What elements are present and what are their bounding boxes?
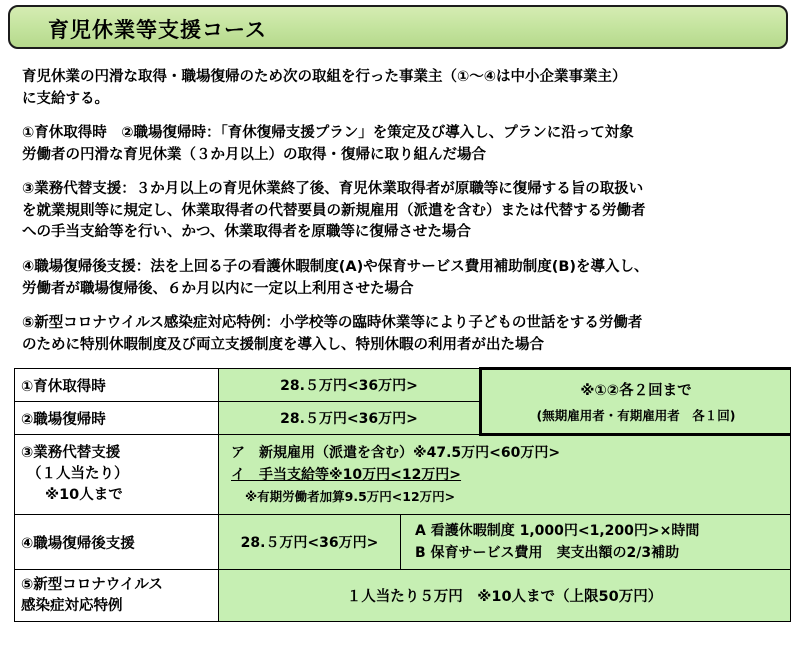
para4-line-1: ④職場復帰後支援：法を上回る子の看護休暇制度(A)や保育サービス費用補助制度(B)を導入し、 <box>22 259 649 275</box>
row3-label-line-2: （１人当たり） <box>27 466 129 482</box>
row3-label-line-1: ③業務代替支援 <box>21 445 121 461</box>
rows12-note-main: ※①②各２回まで <box>580 383 692 399</box>
row3-line-fixed-term-bonus: ※有期労働者加算9.5万円<12万円> <box>245 489 456 504</box>
row4-line-childcare-cost: B 保育サービス費用 実支出額の2/3補助 <box>415 545 680 561</box>
intro-line-1: 育児休業の円滑な取得・職場復帰のため次の取組を行った事業主（①～④は中小企業事業主） <box>22 69 627 85</box>
para3-line-1: ③業務代替支援：３か月以上の育児休業終了後、育児休業取得者が原職等に復帰する旨の取扱い <box>22 181 644 197</box>
rows12-note-sub: (無期雇用者・有期雇用者 各１回) <box>536 408 736 423</box>
row3-line-allowance: イ 手当支給等※10万円<12万円> <box>231 467 462 483</box>
table-row <box>15 570 791 622</box>
row5-amount: １人当たり５万円 ※10人まで（上限50万円） <box>219 570 791 622</box>
row5-label <box>15 570 219 622</box>
intro-paragraph <box>22 67 627 110</box>
row1-label: ①育休取得時 <box>15 369 219 402</box>
row4-amount: 28.５万円<36万円> <box>219 515 401 570</box>
paragraph-5 <box>22 313 642 356</box>
rows12-note <box>481 369 791 435</box>
para1-line-2: 労働者の円滑な育児休業（３か月以上）の取得・復帰に取り組んだ場合 <box>22 146 486 163</box>
para3-line-2: を就業規則等に規定し、休業取得者の代替要員の新規雇用（派遣を含む）または代替する労働者 <box>22 202 646 219</box>
intro-line-2: に支給する。 <box>22 90 109 107</box>
para3-line-3: への手当支給等を行い、かつ、休業取得者を原職等に復帰させた場合 <box>22 224 471 240</box>
row3-line-new-hire: ア 新規雇用（派遣を含む）※47.5万円<60万円> <box>231 445 561 461</box>
para5-line-1: ⑤新型コロナウイルス感染症対応特例：小学校等の臨時休業等により子どもの世話をする労働者 <box>22 315 643 331</box>
paragraph-3 <box>22 179 646 244</box>
row4-details <box>401 515 791 570</box>
row2-label: ②職場復帰時 <box>15 402 219 435</box>
table-row <box>15 515 791 570</box>
para5-line-2: のために特別休暇制度及び両立支援制度を導入し、特別休暇の利用者が出た場合 <box>22 336 544 353</box>
paragraph-4 <box>22 257 649 300</box>
row1-amount: 28.５万円<36万円> <box>219 369 481 402</box>
row5-label-line-2: 感染症対応特例 <box>21 597 123 614</box>
table-row <box>15 435 791 515</box>
row3-label-line-3: ※10人まで <box>45 487 123 503</box>
page-title: 育児休業等支援コース <box>48 18 267 42</box>
row3-details <box>219 435 791 515</box>
paragraph-1-2 <box>22 123 634 166</box>
support-amount-table <box>14 367 791 622</box>
row4-label: ④職場復帰後支援 <box>15 515 219 570</box>
row2-amount: 28.５万円<36万円> <box>219 402 481 435</box>
row3-label <box>15 435 219 515</box>
para1-line-1: ①育休取得時 ②職場復帰時：「育休復帰支援プラン」を策定及び導入し、プランに沿って対象 <box>22 125 634 141</box>
title-banner <box>8 5 788 49</box>
row5-label-line-1: ⑤新型コロナウイルス <box>21 576 163 593</box>
para4-line-2: 労働者が職場復帰後、６か月以内に一定以上利用させた場合 <box>22 280 414 297</box>
table-row <box>15 369 791 402</box>
row4-line-nursing-leave: A 看護休暇制度 1,000円<1,200円>×時間 <box>415 523 700 539</box>
